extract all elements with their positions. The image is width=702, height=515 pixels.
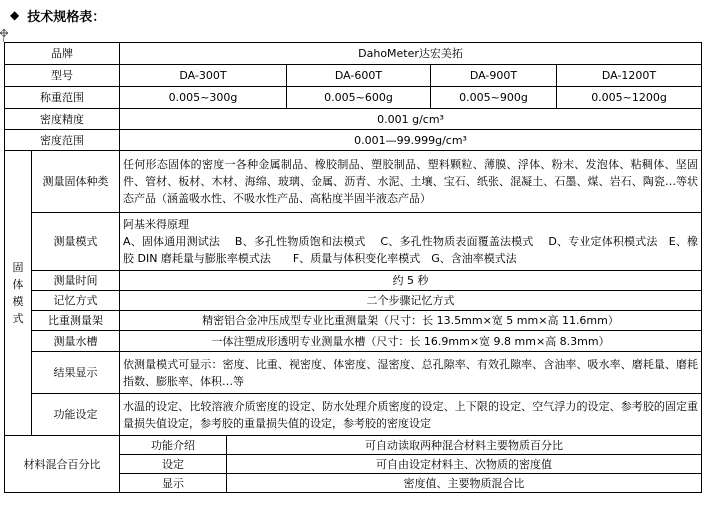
measure-mode-label: 测量模式 (32, 213, 120, 271)
solid-types-value: 任何形态固体的密度一各种金属制品、橡胶制品、塑胶制品、塑料颗粒、薄膜、浮体、粉末、发泡体、粘稠体、坚固件、管材、板材、木材、海绵、玻璃、金属、沥青、水泥、土壤、宝石、纸张、混凝土、石墨、煤、岩石、陶瓷…等状态产品（涵盖吸水性、不吸水性产品、高粘度半固半液态产品） (120, 151, 702, 213)
table-row (5, 311, 702, 331)
table-row (5, 291, 702, 311)
result-display-label: 结果显示 (32, 352, 120, 394)
brand-label: 品牌 (5, 43, 120, 65)
table-row (5, 65, 702, 87)
model-label: 型号 (5, 65, 120, 87)
water-tank-label: 测量水槽 (32, 331, 120, 352)
table-row (5, 43, 702, 65)
weighing-range-cell: 0.005~300g (120, 87, 287, 109)
table-row (5, 271, 702, 291)
water-tank-value: 一体注塑成形透明专业测量水槽（尺寸：长 16.9mm×宽 9.8 mm×高 8.3mm） (120, 331, 702, 352)
mix-value: 可自由设定材料主、次物质的密度值 (227, 455, 702, 474)
result-display-value: 依测量模式可显示：密度、比重、视密度、体密度、湿密度、总孔隙率、有效孔隙率、含油率、吸水率、磨耗量、磨耗指数、膨胀率、体积…等 (120, 352, 702, 394)
brand-value: DahoMeter达宏美拓 (120, 43, 702, 65)
weighing-range-cell: 0.005~600g (287, 87, 431, 109)
mix-value: 密度值、主要物质混合比 (227, 474, 702, 493)
function-setting-label: 功能设定 (32, 394, 120, 436)
gravity-rack-label: 比重测量架 (32, 311, 120, 331)
gravity-rack-value: 精密铝合金冲压成型专业比重测量架（尺寸：长 13.5mm×宽 5 mm×高 11.6mm） (120, 311, 702, 331)
table-row (5, 331, 702, 352)
diamond-bullet-icon: ◆ (10, 8, 20, 22)
solid-mode-group-label: 固 体 模 式 (5, 151, 32, 436)
memory-mode-value: 二个步骤记忆方式 (120, 291, 702, 311)
density-precision-label: 密度精度 (5, 109, 120, 130)
table-row (5, 352, 702, 394)
model-cell: DA-300T (120, 65, 287, 87)
measure-mode-principle: 阿基米得原理 (123, 218, 189, 231)
weighing-range-cell: 0.005~900g (431, 87, 557, 109)
weighing-range-label: 称重范围 (5, 87, 120, 109)
model-cell: DA-900T (431, 65, 557, 87)
table-row (5, 151, 702, 213)
measure-mode-value (120, 213, 702, 271)
memory-mode-label: 记忆方式 (32, 291, 120, 311)
material-mix-label: 材料混合百分比 (5, 436, 120, 493)
mix-key: 设定 (120, 455, 227, 474)
table-row (5, 109, 702, 130)
section-title: 技术规格表： (27, 9, 106, 25)
model-cell: DA-1200T (557, 65, 702, 87)
section-heading (10, 4, 105, 26)
mix-value: 可自动读取两种混合材料主要物质百分比 (227, 436, 702, 455)
density-range-value: 0.001—99.999g/cm³ (120, 130, 702, 151)
mix-key: 功能介绍 (120, 436, 227, 455)
model-cell: DA-600T (287, 65, 431, 87)
solid-types-label: 测量固体种类 (32, 151, 120, 213)
measure-time-value: 约 5 秒 (120, 271, 702, 291)
measure-time-label: 测量时间 (32, 271, 120, 291)
table-row (5, 436, 702, 455)
spec-table (4, 42, 702, 493)
weighing-range-cell: 0.005~1200g (557, 87, 702, 109)
table-move-handle-icon[interactable] (0, 29, 8, 37)
table-row (5, 394, 702, 436)
measure-mode-options: A、固体通用测试法 B、多孔性物质饱和法模式 C、多孔性物质表面覆盖法模式 D、专业定体积模式法 E、橡胶 DIN 磨耗量与膨胀率模式法 F、质量与体积变化率模式 G、含油率模式法 (123, 235, 699, 265)
table-row (5, 130, 702, 151)
function-setting-value: 水温的设定、比较溶液介质密度的设定、防水处理介质密度的设定、上下限的设定、空气浮力的设定、参考胶的固定重量损失值设定，参考胶的重量损失值的设定，参考胶的密度设定 (120, 394, 702, 436)
density-range-label: 密度范围 (5, 130, 120, 151)
density-precision-value: 0.001 g/cm³ (120, 109, 702, 130)
table-row (5, 213, 702, 271)
table-row (5, 87, 702, 109)
mix-key: 显示 (120, 474, 227, 493)
